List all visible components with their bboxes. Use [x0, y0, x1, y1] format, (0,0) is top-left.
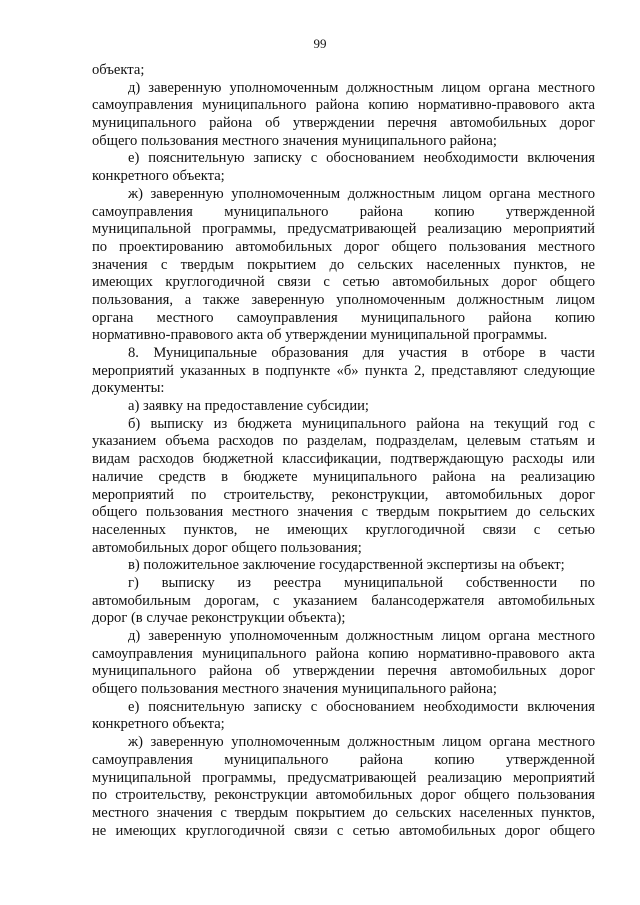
text-line: 8. Муниципальные образования для участия в отборе в части — [128, 345, 595, 361]
text-line: не имеющих круглогодичной связи с сетью автомобильных дорог общего — [92, 822, 595, 839]
text-line: самоуправления муниципального района копию нормативно-правового акта — [92, 645, 595, 662]
text-line: автомобильных дорог общего пользования; — [92, 539, 362, 556]
text-line: ж) заверенную уполномоченным должностным лицом органа местного — [128, 734, 595, 751]
text-line: самоуправления муниципального района копию утвержденной — [92, 203, 595, 220]
text-line: пользования, а также заверенную уполномоченным должностным лицом — [92, 291, 595, 308]
text-line: д) заверенную уполномоченным должностным лицом органа местного — [128, 628, 595, 644]
text-line: ж) заверенную уполномоченным должностным лицом органа местного — [128, 185, 595, 202]
text-line: по строительству, реконструкции автомобильных дорог общего пользования — [92, 787, 595, 804]
text-line: мероприятий по строительству, реконструкции, автомобильных дорог — [92, 486, 595, 503]
text-line: значения с твердым покрытием до сельских населенных пунктов, не — [92, 256, 595, 273]
text-line: муниципальной программы, предусматривающей реализацию мероприятий — [92, 221, 595, 238]
text-line: мероприятий указанных в подпункте «б» пункта 2, представляют следующие — [92, 362, 595, 379]
text-line: дорог (в случае реконструкции объекта); — [92, 610, 346, 627]
text-line: самоуправления муниципального района копию нормативно-правового акта — [92, 97, 595, 114]
text-line: общего пользования местного значения муниципального района; — [92, 681, 497, 698]
text-line: населенных пунктов, не имеющих круглогодичной связи с сетью — [92, 521, 595, 538]
page-number: 99 — [313, 36, 327, 51]
text-line: общего пользования местного значения с твердым покрытием до сельских — [92, 504, 595, 521]
text-line: е) пояснительную записку с обоснованием необходимости включения — [128, 150, 595, 167]
text-line: общего пользования местного значения муниципального района; — [92, 132, 497, 149]
text-line: местного значения с твердым покрытием до сельских населенных пунктов, — [92, 804, 595, 821]
text-line: муниципального района об утверждении перечня автомобильных дорог — [92, 663, 595, 680]
text-line: самоуправления муниципального района копию утвержденной — [92, 751, 595, 768]
text-line: конкретного объекта; — [92, 716, 225, 733]
text-line: е) пояснительную записку с обоснованием необходимости включения — [128, 698, 595, 715]
text-line: муниципального района об утверждении перечня автомобильных дорог — [92, 115, 595, 132]
text-line: д) заверенную уполномоченным должностным лицом органа местного — [128, 79, 595, 96]
text-line: муниципальной программы, предусматривающей реализацию мероприятий — [92, 769, 595, 786]
text-line: документы: — [92, 380, 165, 397]
text-line: органа местного самоуправления муниципального района копию — [92, 309, 595, 326]
text-line: б) выписку из бюджета муниципального района на текущий год с — [128, 415, 595, 432]
document-body — [92, 62, 595, 840]
text-line: а) заявку на предоставление субсидии; — [128, 398, 369, 415]
text-line: г) выписку из реестра муниципальной собственности по — [128, 574, 595, 591]
text-line: в) положительное заключение государственной экспертизы на объект; — [128, 557, 565, 574]
text-line: по проектированию автомобильных дорог общего пользования местного — [92, 238, 595, 255]
text-line: конкретного объекта; — [92, 168, 225, 185]
text-line: указанием объема расходов по разделам, подразделам, целевым статьям и — [92, 433, 595, 450]
text-line: автомобильным дорогам, с указанием балансодержателя автомобильных — [92, 592, 595, 609]
text-line: нормативно-правового акта об утверждении муниципальной программы. — [92, 327, 548, 344]
text-line: имеющих круглогодичной связи с сетью автомобильных дорог общего — [92, 274, 595, 291]
text-line: объекта; — [92, 62, 145, 78]
text-line: наличие средств в бюджете муниципального района на реализацию — [92, 468, 595, 485]
text-line: видам расходов бюджетной классификации, подтверждающую расходы или — [92, 451, 595, 468]
